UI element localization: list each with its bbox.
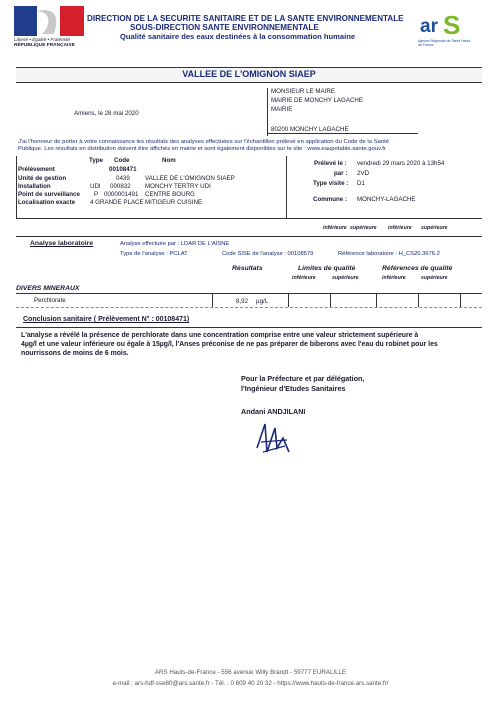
svg-text:S: S: [443, 12, 461, 40]
point-nom: CENTRE BOURG: [145, 191, 195, 198]
conclusion-line-3: nourrissons de moins de 6 mois.: [21, 350, 129, 357]
reference-superieure-sub: supérieure: [421, 275, 448, 281]
ref-inferieure-header: inférieure: [388, 225, 412, 231]
limit-superieure-header: supérieure: [350, 225, 377, 231]
analyse-code-sise: Code SISE de l'analyse : 00108579: [222, 251, 314, 257]
col-nom-header: Nom: [162, 157, 176, 164]
perchlorate-label: Perchlorate: [34, 297, 66, 304]
preleve-label: Prélevé le :: [314, 160, 347, 167]
perchlorate-unit: µg/L: [256, 298, 269, 305]
installation-nom: MONCHY TERTRY UDI: [145, 183, 211, 190]
analyse-effectuee: Analyse effectuée par : LDAR DE L'AISNE: [120, 241, 230, 247]
header-sous-direction: SOUS-DIRECTION SANTE ENVIRONNEMENTALE: [130, 23, 319, 32]
rf-motto: Liberté • Égalité • Fraternité: [14, 37, 71, 42]
date-line: Amiens, le 28 mai 2020: [74, 110, 139, 117]
signature-line-1: Pour la Préfecture et par délégation,: [241, 374, 365, 383]
conclusion-title: Conclusion sanitaire ( Prélèvement N° : 00108471): [23, 316, 190, 323]
signature-name: Andani ANDJILANI: [241, 407, 306, 416]
limites-qualite-header: Limites de qualité: [298, 265, 356, 272]
installation-type: UDI: [90, 183, 101, 190]
prelevement-code: 00108471: [109, 166, 137, 173]
recipient-line: 80200 MONCHY LAGACHE: [271, 126, 349, 133]
svg-text:ar: ar: [420, 16, 438, 37]
limit-inferieure-header: inférieure: [323, 225, 347, 231]
ars-logo-icon: [418, 12, 478, 40]
limite-inferieure-sub: inférieure: [292, 275, 316, 281]
row-label-point: Point de surveillance: [18, 191, 80, 198]
ars-subtitle: Agence Régionale de Santé Hauts-de-France: [418, 39, 472, 47]
analyse-section-label: Analyse laboratoire: [30, 240, 94, 247]
col-code-header: Code: [114, 157, 130, 164]
handwritten-signature-icon: [253, 418, 293, 458]
footer-contact: e-mail : ars-hdf-sse80@ars.sante.fr - Tél. : 0 809 40 20 32 - https://www.hauts-de-france.ars.sante.fr/: [112, 680, 389, 687]
republique-francaise-logo: [14, 6, 84, 50]
par-label: par :: [334, 170, 348, 177]
header-qualite: Qualité sanitaire des eaux destinées à la consommation humaine: [120, 32, 356, 41]
col-type-header: Type: [89, 157, 103, 164]
commune-label: Commune :: [313, 196, 348, 203]
intro-line-2: Publique. Les résultats en distribution doivent être affichés en mairie et sont également disponibles sur le site : www.eaupotable.sante.gouv.fr: [18, 146, 386, 152]
recipient-address: [267, 88, 419, 136]
reference-inferieure-sub: inférieure: [382, 275, 406, 281]
divers-mineraux-title: DIVERS MINERAUX: [16, 285, 80, 292]
recipient-line: MAIRIE: [271, 106, 293, 113]
par-value: 2VD: [357, 170, 370, 177]
marianne-flag-icon: [14, 6, 84, 36]
resultats-header: Résultats: [232, 265, 263, 272]
header-direction: DIRECTION DE LA SECURITE SANITAIRE ET DE LA SANTE ENVIRONNEMENTALE: [87, 14, 404, 23]
conclusion-line-2: 4µg/l et une valeur inférieure ou égale à 15µg/l, l'Anses préconise de ne pas préparer de biberons avec l'eau du robinet pour les: [21, 341, 438, 348]
type-visite-label: Type visite :: [313, 180, 349, 187]
point-type: P: [94, 191, 99, 198]
ars-logo: [418, 12, 478, 50]
recipient-line: MONSIEUR LE MAIRE: [271, 88, 335, 95]
analyse-type: Type de l'analyse : PCLAT: [120, 251, 188, 257]
analyse-ref-labo: Référence laboratoire : H_CS20.3676.2: [338, 251, 440, 257]
references-qualite-header: Références de qualité: [382, 265, 453, 272]
row-label-localisation: Localisation exacte: [18, 199, 76, 206]
point-code: 0000001491: [104, 191, 139, 198]
commune-value: MONCHY-LAGACHE: [357, 196, 416, 203]
localisation-nom: MITIGEUR CUISINE: [145, 199, 203, 206]
conclusion-line-1: L'analyse a révélé la présence de perchlorate dans une concentration comprise entre une valeur strictement supérieure à: [21, 332, 419, 339]
row-label-prelevement: Prélèvement: [18, 166, 55, 173]
unite-code: 0439: [116, 175, 130, 182]
unite-nom: VALLEE DE L'OMIGNON SIAEP: [145, 175, 235, 182]
type-visite-value: D1: [357, 180, 365, 187]
installation-code: 000832: [110, 183, 131, 190]
row-label-installation: Installation: [18, 183, 51, 190]
page-title: VALLEE DE L'OMIGNON SIAEP: [182, 69, 316, 79]
title-box: [16, 67, 482, 83]
recipient-line: MAIRIE DE MONCHY LAGACHE: [271, 97, 364, 104]
preleve-value: vendredi 29 mars 2020 à 13h54: [357, 160, 445, 167]
row-label-unite: Unité de gestion: [18, 175, 67, 182]
rf-name: RÉPUBLIQUE FRANÇAISE: [14, 43, 75, 48]
signature-line-2: l'Ingénieur d'Etudes Sanitaires: [241, 384, 346, 393]
intro-line-1: J'ai l'honneur de porter à votre connaissance les résultats des analyses effectuées sur l'échantillon prélevé en application du Code de la Santé: [18, 139, 390, 145]
conclusion-box: [16, 327, 482, 358]
footer-address: ARS Hauts-de-France - 556 avenue Willy Brandt - 59777 EURALILLE: [154, 669, 347, 676]
ref-superieure-header: supérieure: [421, 225, 448, 231]
perchlorate-value: 8,92: [236, 298, 249, 305]
limite-superieure-sub: supérieure: [332, 275, 359, 281]
localisation-code: 4 GRANDE PLACE: [90, 199, 144, 206]
